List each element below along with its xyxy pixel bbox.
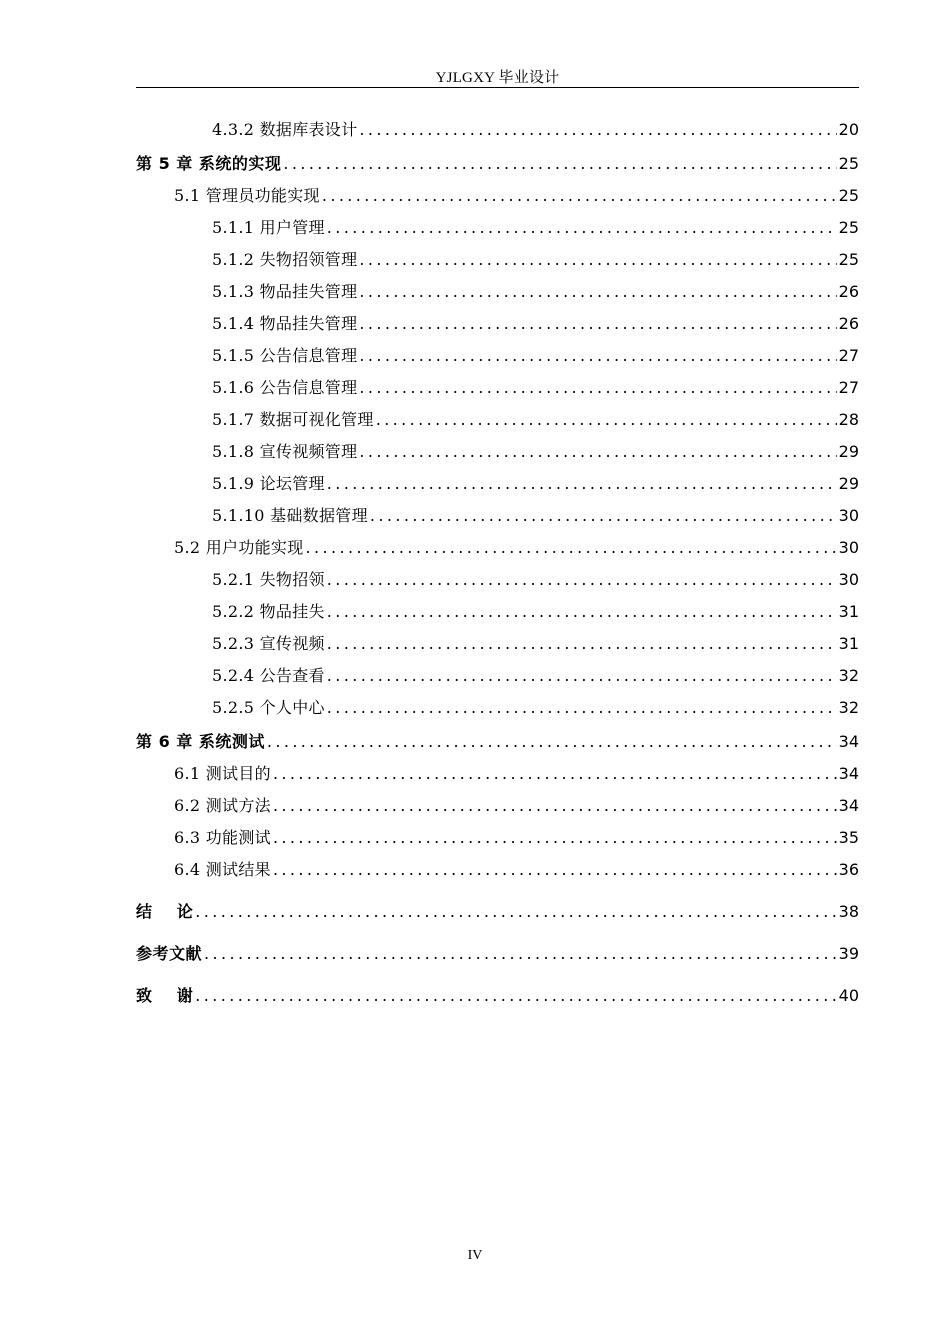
toc-entry-5-2-3[interactable] <box>136 628 859 660</box>
toc-leader-dots <box>359 372 836 404</box>
toc-entry-title: 5.2 用户功能实现 <box>174 538 304 557</box>
page-header: YJLGXY 毕业设计 <box>435 70 560 86</box>
toc-entry-5-2-2[interactable] <box>136 596 859 628</box>
toc-entry-title: 6.2 测试方法 <box>174 796 271 815</box>
toc-entry-page: 29 <box>838 474 859 493</box>
toc-entry-page: 30 <box>838 506 859 525</box>
toc-entry-acknowledgements[interactable] <box>136 980 859 1012</box>
toc-entry-page: 25 <box>838 186 859 205</box>
toc-entry-title: 4.3.2 数据库表设计 <box>212 120 358 139</box>
toc-entry-chapter-6[interactable] <box>136 726 859 758</box>
toc-entry-page: 30 <box>838 538 859 557</box>
toc-entry-page: 25 <box>838 154 859 173</box>
toc-leader-dots <box>359 114 836 146</box>
toc-entry-title: 5.1.5 公告信息管理 <box>212 346 358 365</box>
toc-entry-page: 34 <box>838 764 859 783</box>
toc-leader-dots <box>359 244 836 276</box>
toc-entry-page: 26 <box>838 282 859 301</box>
toc-leader-dots <box>273 822 837 854</box>
toc-entry-4-3-2[interactable] <box>136 114 859 146</box>
toc-entry-page: 36 <box>838 860 859 879</box>
toc-leader-dots <box>267 726 837 758</box>
toc-leader-dots <box>327 692 837 724</box>
toc-entry-page: 27 <box>838 346 859 365</box>
toc-entry-page: 34 <box>838 796 859 815</box>
toc-entry-title: 6.1 测试目的 <box>174 764 271 783</box>
toc-entry-page: 32 <box>838 666 859 685</box>
toc-entry-5-1-10[interactable] <box>136 500 859 532</box>
toc-entry-title: 5.1.6 公告信息管理 <box>212 378 358 397</box>
toc-leader-dots <box>283 148 836 180</box>
table-of-contents <box>136 114 859 1012</box>
toc-leader-dots <box>359 340 836 372</box>
toc-leader-dots <box>306 532 837 564</box>
toc-leader-dots <box>327 468 837 500</box>
toc-entry-title: 5.2.5 个人中心 <box>212 698 325 717</box>
toc-entry-title: 5.1.10 基础数据管理 <box>212 506 368 525</box>
toc-leader-dots <box>359 276 836 308</box>
header-rule <box>136 87 859 88</box>
toc-entry-title: 5.1.8 宣传视频管理 <box>212 442 358 461</box>
toc-entry-title: 5.1.1 用户管理 <box>212 218 325 237</box>
toc-entry-title: 5.2.2 物品挂失 <box>212 602 325 621</box>
toc-leader-dots <box>376 404 837 436</box>
toc-leader-dots <box>327 212 837 244</box>
toc-leader-dots <box>322 180 837 212</box>
toc-leader-dots <box>359 308 836 340</box>
toc-entry-5-2-4[interactable] <box>136 660 859 692</box>
toc-entry-5-1-2[interactable] <box>136 244 859 276</box>
toc-entry-5-1-4[interactable] <box>136 308 859 340</box>
toc-leader-dots <box>195 896 836 928</box>
toc-entry-page: 38 <box>838 902 859 921</box>
toc-entry-conclusion[interactable] <box>136 896 859 928</box>
toc-entry-title: 第 5 章 系统的实现 <box>136 154 282 173</box>
toc-leader-dots <box>273 758 837 790</box>
toc-entry-6-2[interactable] <box>136 790 859 822</box>
toc-entry-references[interactable] <box>136 938 859 970</box>
toc-entry-5-1-9[interactable] <box>136 468 859 500</box>
toc-entry-title: 参考文献 <box>136 944 203 963</box>
toc-entry-page: 27 <box>838 378 859 397</box>
toc-entry-page: 28 <box>838 410 859 429</box>
toc-entry-title: 5.2.1 失物招领 <box>212 570 325 589</box>
toc-entry-5-1-8[interactable] <box>136 436 859 468</box>
toc-entry-5-1-5[interactable] <box>136 340 859 372</box>
toc-entry-page: 35 <box>838 828 859 847</box>
toc-entry-title: 6.3 功能测试 <box>174 828 271 847</box>
toc-entry-page: 40 <box>838 986 859 1005</box>
toc-entry-page: 31 <box>838 602 859 621</box>
toc-entry-page: 20 <box>838 120 859 139</box>
toc-entry-title: 5.1.2 失物招领管理 <box>212 250 358 269</box>
toc-entry-page: 29 <box>838 442 859 461</box>
toc-entry-chapter-5[interactable] <box>136 148 859 180</box>
toc-entry-5-1[interactable] <box>136 180 859 212</box>
toc-entry-5-2-5[interactable] <box>136 692 859 724</box>
toc-entry-title: 结 论 <box>136 902 194 921</box>
toc-entry-page: 30 <box>838 570 859 589</box>
toc-entry-6-4[interactable] <box>136 854 859 886</box>
page-number: IV <box>467 1248 483 1263</box>
toc-entry-page: 25 <box>838 218 859 237</box>
toc-entry-title: 5.1.3 物品挂失管理 <box>212 282 358 301</box>
toc-leader-dots <box>204 938 837 970</box>
toc-entry-title: 5.1.4 物品挂失管理 <box>212 314 358 333</box>
toc-entry-title: 致 谢 <box>136 986 194 1005</box>
toc-entry-title: 5.1.9 论坛管理 <box>212 474 325 493</box>
toc-entry-page: 25 <box>838 250 859 269</box>
toc-entry-5-1-1[interactable] <box>136 212 859 244</box>
toc-entry-5-1-3[interactable] <box>136 276 859 308</box>
toc-leader-dots <box>327 596 837 628</box>
toc-entry-6-3[interactable] <box>136 822 859 854</box>
toc-entry-title: 5.1 管理员功能实现 <box>174 186 320 205</box>
toc-entry-page: 32 <box>838 698 859 717</box>
toc-entry-title: 第 6 章 系统测试 <box>136 732 265 751</box>
toc-entry-page: 26 <box>838 314 859 333</box>
toc-entry-5-1-7[interactable] <box>136 404 859 436</box>
toc-leader-dots <box>370 500 837 532</box>
toc-entry-5-1-6[interactable] <box>136 372 859 404</box>
toc-leader-dots <box>359 436 836 468</box>
toc-entry-page: 39 <box>838 944 859 963</box>
toc-leader-dots <box>327 564 837 596</box>
toc-entry-title: 5.1.7 数据可视化管理 <box>212 410 374 429</box>
toc-leader-dots <box>327 628 837 660</box>
toc-entry-page: 34 <box>838 732 859 751</box>
toc-leader-dots <box>195 980 836 1012</box>
toc-entry-title: 6.4 测试结果 <box>174 860 271 879</box>
toc-entry-6-1[interactable] <box>136 758 859 790</box>
toc-entry-page: 31 <box>838 634 859 653</box>
toc-entry-5-2-1[interactable] <box>136 564 859 596</box>
toc-leader-dots <box>273 854 837 886</box>
toc-entry-title: 5.2.4 公告查看 <box>212 666 325 685</box>
toc-leader-dots <box>273 790 837 822</box>
toc-entry-5-2[interactable] <box>136 532 859 564</box>
toc-leader-dots <box>327 660 837 692</box>
toc-entry-title: 5.2.3 宣传视频 <box>212 634 325 653</box>
